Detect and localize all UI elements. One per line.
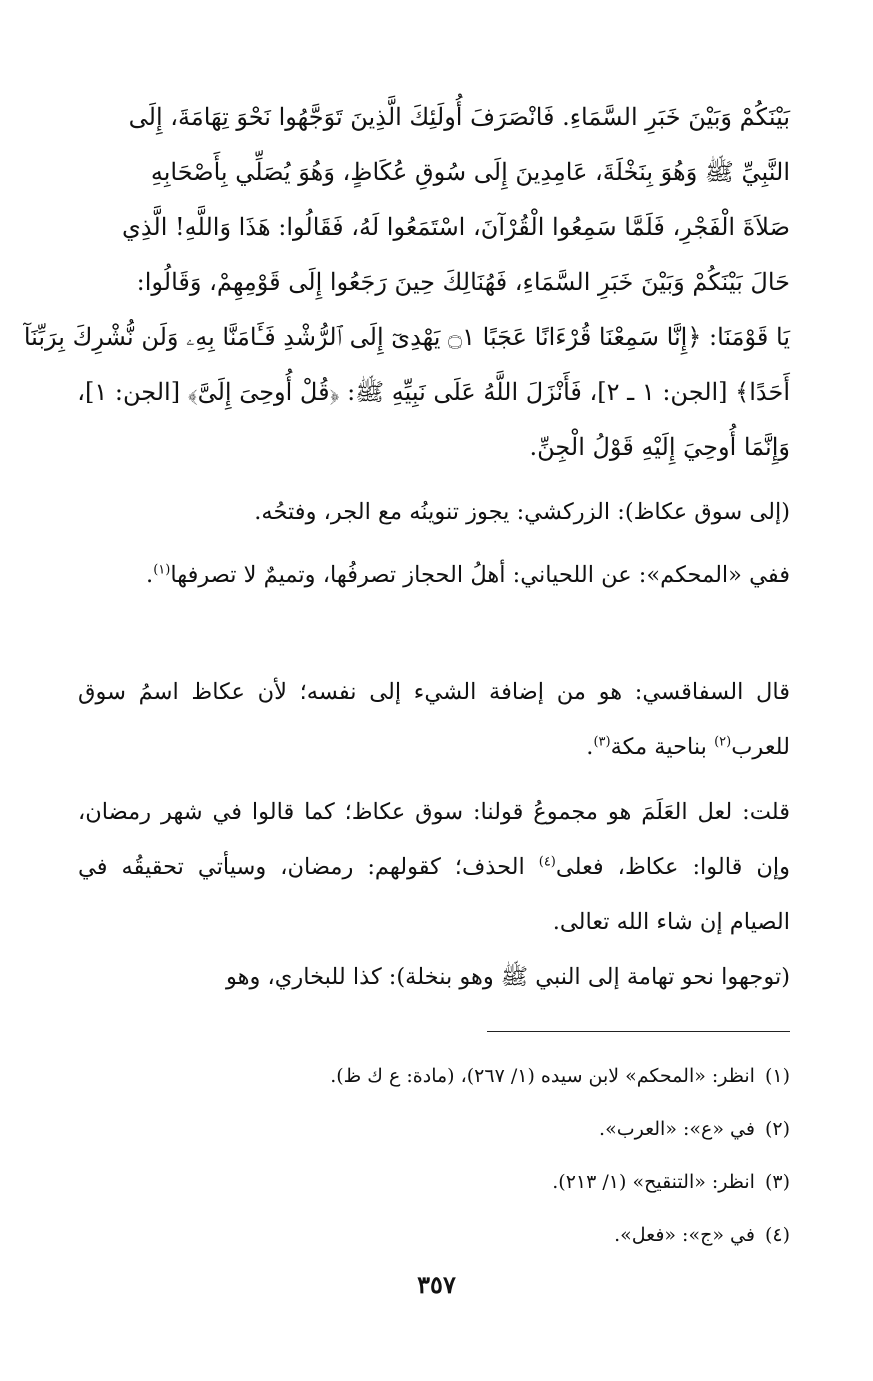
footnote-number: (٤) bbox=[764, 1224, 790, 1246]
paragraph-souq-ukaz: (إلى سوق عكاظ): الزركشي: يجوز تنوينُه مع الجر، وفتحُه. bbox=[254, 499, 790, 525]
footnote-ref: (٣) bbox=[593, 734, 611, 750]
footnote bbox=[78, 1050, 790, 1103]
footnote-number: (٣) bbox=[764, 1171, 790, 1193]
paragraph-text: الحذف؛ كقولهم: رمضان، وسيأتي تحقيقُه في الصيام إن شاء الله تعالى. bbox=[78, 854, 790, 935]
paragraph-end: . bbox=[586, 734, 594, 760]
hadith-line: صَلاَةَ الْفَجْرِ، فَلَمَّا سَمِعُوا الْقُرْآنَ، اسْتَمَعُوا لَهُ، فَقَالُوا: هَذَا وَاللَّهِ! الَّذِي bbox=[122, 213, 790, 241]
hadith-line: بَيْنَكُمْ وَبَيْنَ خَبَرِ السَّمَاءِ. فَانْصَرَفَ أُولَئِكَ الَّذِينَ تَوَجَّهُوا نَحْوَ تِهَامَةَ، إِلَى bbox=[128, 103, 790, 131]
commentary-paragraph bbox=[78, 485, 790, 540]
paragraph-safaqusi bbox=[78, 665, 790, 775]
footnote-ref: (١) bbox=[153, 562, 171, 578]
paragraph-muhkam bbox=[78, 548, 790, 603]
footnote-ref: (٤) bbox=[538, 854, 556, 870]
footnote-ref: (٢) bbox=[714, 734, 732, 750]
paragraph-text: ففي «المحكم»: عن اللحياني: أهلُ الحجاز تصرفُها، وتميمٌ لا تصرفها bbox=[170, 562, 790, 588]
paragraph-end: . bbox=[146, 562, 154, 588]
footnote-text: انظر: «المحكم» لابن سيده (١/ ٢٦٧)، (مادة: ع ك ظ). bbox=[330, 1065, 755, 1087]
hadith-line: حَالَ بَيْنَكُمْ وَبَيْنَ خَبَرِ السَّمَاءِ، فَهُنَالِكَ حِينَ رَجَعُوا إِلَى قَوْمِهِمْ، وَقَالُوا: bbox=[136, 268, 790, 296]
hadith-line: وَإِنَّمَا أُوحِيَ إِلَيْهِ قَوْلُ الْجِنِّ. bbox=[529, 433, 790, 461]
paragraph-text: بناحية مكة bbox=[610, 734, 715, 760]
paragraph-qultu bbox=[78, 785, 790, 950]
hadith-line: النَّبِيِّ ﷺ وَهُوَ بِنَخْلَةَ، عَامِدِينَ إِلَى سُوقِ عُكَاظٍ، وَهُوَ يُصَلِّي بِأَصْحَابِهِ bbox=[150, 158, 790, 186]
hadith-line: أَحَدًا﴾ [الجن: ١ ـ ٢]، فَأَنْزَلَ اللَّهُ عَلَى نَبِيِّهِ ﷺ: ﴿قُلْ أُوحِىَ إِلَىَّ﴾ [الجن: ١]، bbox=[77, 378, 790, 406]
footnote bbox=[78, 1156, 790, 1209]
commentary-paragraph bbox=[78, 665, 790, 775]
paragraph-tawajjahu: (توجهوا نحو تهامة إلى النبي ﷺ وهو بنخلة): كذا للبخاري، وهو bbox=[226, 964, 790, 990]
paragraph-text: قال السفاقسي: هو من إضافة الشيء إلى نفسه؛ لأن عكاظ اسمُ سوق للعرب bbox=[78, 679, 790, 760]
footnote-text: في «ع»: «العرب». bbox=[599, 1118, 755, 1140]
commentary-paragraph bbox=[78, 950, 790, 1005]
footnote-separator bbox=[487, 1031, 790, 1032]
footnote-text: انظر: «التنقيح» (١/ ٢١٣). bbox=[552, 1171, 755, 1193]
paragraph-text: قلت: لعل العَلَمَ هو مجموعُ قولنا: سوق عكاظ؛ كما قالوا في شهر رمضان، وإن قالوا: عكاظ، فعلى bbox=[78, 799, 790, 880]
footnote bbox=[78, 1209, 790, 1262]
footnote-number: (١) bbox=[764, 1065, 790, 1087]
footnote-text: في «ج»: «فعل». bbox=[614, 1224, 755, 1246]
footnotes bbox=[78, 1050, 790, 1262]
hadith-text bbox=[23, 90, 790, 475]
hadith-line: يَا قَوْمَنَا: ﴿إِنَّا سَمِعْنَا قُرْءَانًا عَجَبًا ۝١ يَهْدِىٓ إِلَى ٱلرُّشْدِ فَـَٔامَنَّا بِهِۦ وَلَن نُّشْرِكَ بِرَبِّنَآ bbox=[23, 323, 790, 351]
commentary-paragraph bbox=[78, 548, 790, 603]
commentary-paragraph bbox=[78, 785, 790, 950]
footnote-number: (٢) bbox=[764, 1118, 790, 1140]
footnote bbox=[78, 1103, 790, 1156]
page-number: ٣٥٧ bbox=[417, 1270, 456, 1299]
